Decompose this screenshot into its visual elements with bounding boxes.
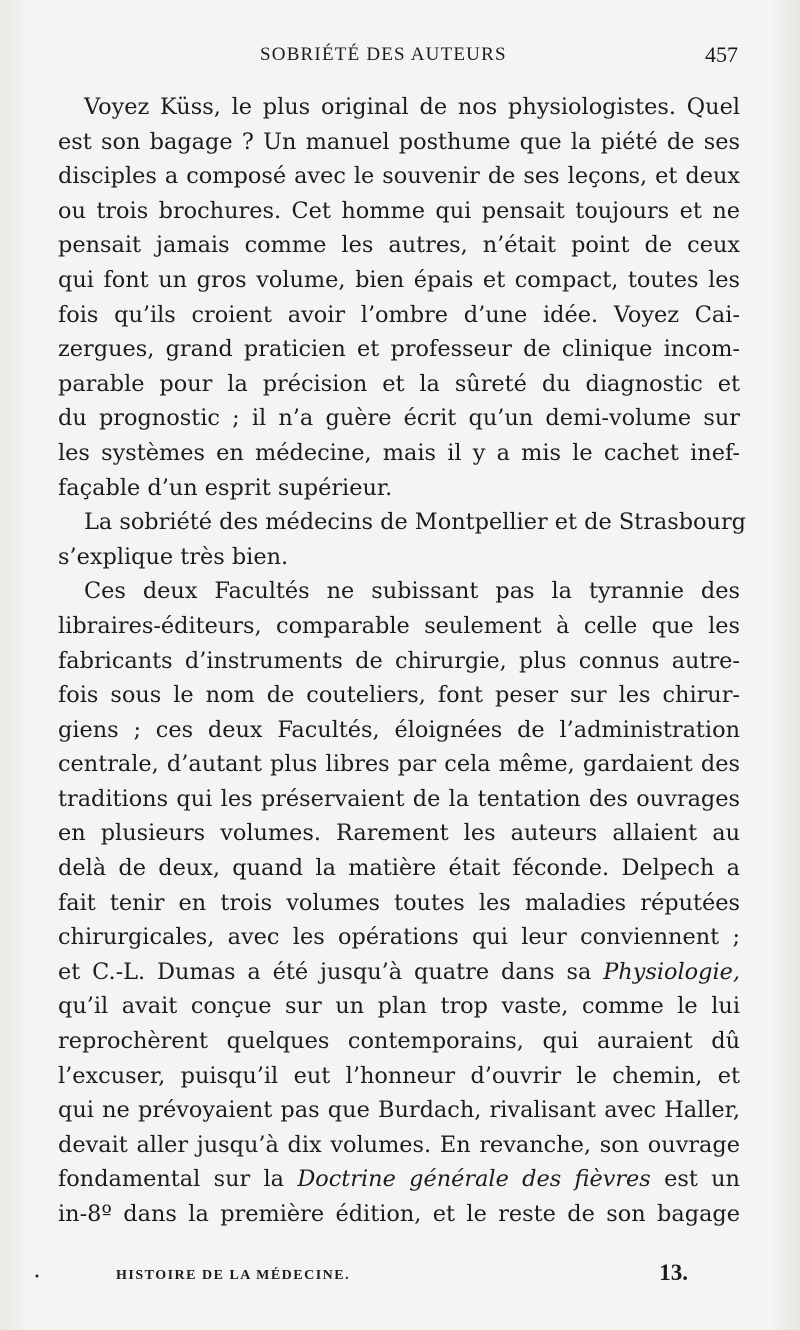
text-line: reprochèrent quelques contemporains, qui auraient dû bbox=[58, 1028, 740, 1055]
signature-mark: 13. bbox=[659, 1260, 688, 1285]
text-line: qui font un gros volume, bien épais et compact, toutes les bbox=[58, 266, 740, 293]
text-segment: est un bbox=[650, 1166, 740, 1193]
text-line: La sobriété des médecins de Montpellier et de Strasbourg bbox=[84, 509, 746, 536]
page-footer bbox=[34, 1260, 740, 1292]
text-segment: et C.-L. Dumas a été jusqu’à quatre dans sa bbox=[58, 958, 604, 985]
text-line: fait tenir en trois volumes toutes les maladies réputées bbox=[58, 889, 740, 916]
text-line: in-8º dans la première édition, et le reste de son bagage bbox=[58, 1201, 740, 1227]
text-line: fois sous le nom de couteliers, font peser sur les chirur- bbox=[58, 682, 740, 709]
text-line-with-italic bbox=[58, 1162, 740, 1197]
text-line: est son bagage ? Un manuel posthume que la piété de ses bbox=[58, 128, 740, 155]
bullet-mark: • bbox=[34, 1272, 40, 1283]
text-line: centrale, d’autant plus libres par cela même, gardaient des bbox=[58, 751, 740, 778]
page-header bbox=[60, 44, 740, 74]
text-line: façable d’un esprit supérieur. bbox=[58, 474, 393, 501]
text-line: disciples a composé avec le souvenir de ses leçons, et deux bbox=[58, 163, 740, 190]
footer-title: HISTOIRE DE LA MÉDECINE. bbox=[116, 1268, 351, 1283]
text-line: zergues, grand praticien et professeur de clinique incom- bbox=[58, 336, 740, 363]
italic-title-physiologie: Physiologie, bbox=[603, 958, 740, 985]
text-line: chirurgicales, avec les opérations qui leur conviennent ; bbox=[58, 924, 740, 951]
text-line: Ces deux Facultés ne subissant pas la tyrannie des bbox=[84, 578, 740, 605]
italic-title-doctrine: Doctrine générale des fièvres bbox=[297, 1166, 651, 1193]
running-title: SOBRIÉTÉ DES AUTEURS bbox=[260, 44, 507, 65]
text-line: en plusieurs volumes. Rarement les auteurs allaient au bbox=[58, 820, 740, 847]
text-line: giens ; ces deux Facultés, éloignées de l’administration bbox=[58, 716, 740, 743]
text-line: qu’il avait conçue sur un plan trop vaste, comme le lui bbox=[58, 993, 740, 1020]
text-line: parable pour la précision et la sûreté du diagnostic et bbox=[58, 370, 740, 397]
text-line: qui ne prévoyaient pas que Burdach, rivalisant avec Haller, bbox=[58, 1097, 740, 1124]
text-line: delà de deux, quand la matière était féconde. Delpech a bbox=[58, 855, 740, 882]
text-line: s’explique très bien. bbox=[58, 543, 289, 570]
text-line: l’excuser, puisqu’il eut l’honneur d’ouvrir le chemin, et bbox=[58, 1062, 740, 1089]
text-line: traditions qui les préservaient de la tentation des ouvrages bbox=[58, 785, 740, 812]
text-line: pensait jamais comme les autres, n’était point de ceux bbox=[58, 232, 740, 259]
text-line: fois qu’ils croient avoir l’ombre d’une idée. Voyez Cai- bbox=[58, 301, 740, 328]
text-line: devait aller jusqu’à dix volumes. En revanche, son ouvrage bbox=[58, 1131, 740, 1158]
text-line: Voyez Küss, le plus original de nos physiologistes. Quel bbox=[84, 94, 740, 120]
text-line: fabricants d’instruments de chirurgie, plus connus autre- bbox=[58, 647, 740, 674]
text-line: du prognostic ; il n’a guère écrit qu’un demi-volume sur bbox=[58, 405, 740, 432]
text-line: libraires-éditeurs, comparable seulement à celle que les bbox=[58, 612, 740, 639]
text-line-with-italic bbox=[58, 955, 740, 990]
body-text bbox=[58, 90, 746, 1232]
text-segment: fondamental sur la bbox=[58, 1166, 298, 1193]
text-line: les systèmes en médecine, mais il y a mis le cachet inef- bbox=[58, 439, 740, 466]
text-line: ou trois brochures. Cet homme qui pensait toujours et ne bbox=[58, 197, 740, 224]
page-number: 457 bbox=[705, 42, 738, 67]
